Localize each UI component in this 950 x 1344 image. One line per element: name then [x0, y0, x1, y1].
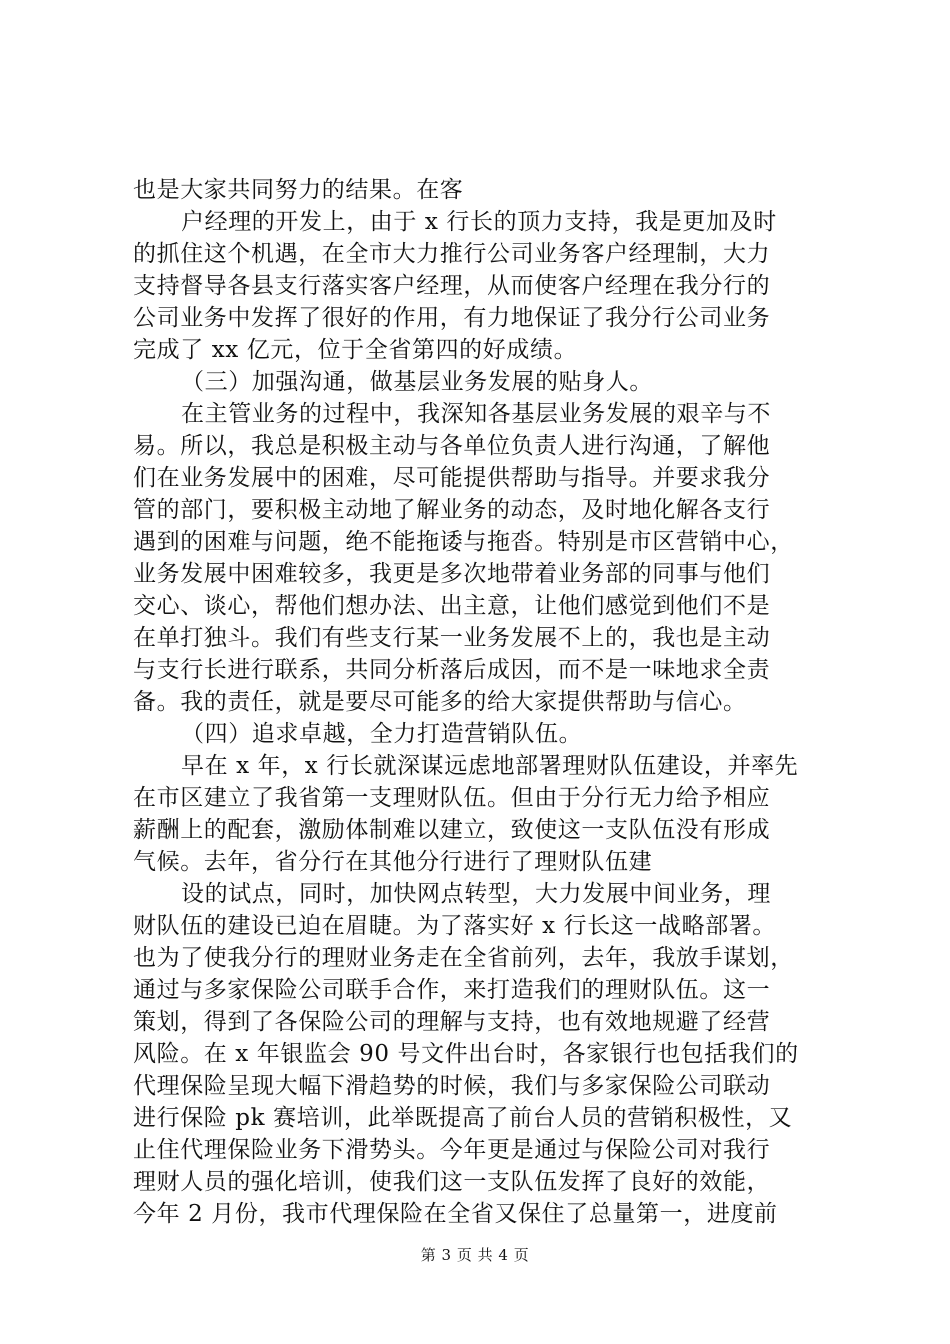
text-line: 理财人员的强化培训，使我们这一支队伍发挥了良好的效能， [133, 1169, 771, 1195]
text-line: 在市区建立了我省第一支理财队伍。但由于分行无力给予相应 [133, 785, 771, 811]
text-line: 们在业务发展中的困难，尽可能提供帮助与指导。并要求我分 [133, 465, 771, 491]
text-line: 完成了 xx 亿元，位于全省第四的好成绩。 [133, 337, 578, 363]
text-line: 早在 x 年，x 行长就深谋远虑地部署理财队伍建设，并率先 [181, 753, 799, 779]
text-line: 与支行长进行联系，共同分析落后成因，而不是一味地求全责 [133, 657, 771, 683]
page-footer: 第 3 页 共 4 页 [420, 1246, 530, 1264]
text-line: 易。所以，我总是积极主动与各单位负责人进行沟通，了解他 [133, 433, 771, 459]
text-line: 户经理的开发上，由于 x 行长的顶力支持，我是更加及时 [181, 209, 777, 235]
text-line: 业务发展中困难较多，我更是多次地带着业务部的同事与他们 [133, 561, 771, 587]
text-line: 止住代理保险业务下滑势头。今年更是通过与保险公司对我行 [133, 1137, 771, 1163]
text-line: 也是大家共同努力的结果。在客 [133, 177, 464, 203]
text-line: 的抓住这个机遇，在全市大力推行公司业务客户经理制，大力 [133, 241, 771, 267]
text-line: 进行保险 pk 赛培训，此举既提高了前台人员的营销积极性，又 [133, 1105, 793, 1131]
text-line: 薪酬上的配套，激励体制难以建立，致使这一支队伍没有形成 [133, 817, 771, 843]
text-line: （三）加强沟通，做基层业务发展的贴身人。 [181, 369, 653, 395]
text-line: 气候。去年，省分行在其他分行进行了理财队伍建 [133, 849, 653, 875]
text-line: 在主管业务的过程中，我深知各基层业务发展的艰辛与不 [181, 401, 771, 427]
text-line: 财队伍的建设已迫在眉睫。为了落实好 x 行长这一战略部署。 [133, 913, 776, 939]
text-line: 备。我的责任，就是要尽可能多的给大家提供帮助与信心。 [133, 689, 747, 715]
document-body [133, 174, 833, 1230]
text-line: 风险。在 x 年银监会 90 号文件出台时，各家银行也包括我们的 [133, 1041, 799, 1067]
text-line: 支持督导各县支行落实客户经理，从而使客户经理在我分行的 [133, 273, 771, 299]
text-line: 交心、谈心，帮他们想办法、出主意，让他们感觉到他们不是 [133, 593, 771, 619]
text-line: 管的部门，要积极主动地了解业务的动态，及时地化解各支行 [133, 497, 771, 523]
text-line: 遇到的困难与问题，绝不能拖诿与拖沓。特别是市区营销中心， [133, 529, 794, 555]
text-line: 通过与多家保险公司联手合作，来打造我们的理财队伍。这一 [133, 977, 771, 1003]
text-line: 代理保险呈现大幅下滑趋势的时候，我们与多家保险公司联动 [133, 1073, 771, 1099]
text-line: 设的试点，同时，加快网点转型，大力发展中间业务，理 [181, 881, 771, 907]
text-line: 也为了使我分行的理财业务走在全省前列，去年，我放手谋划， [133, 945, 794, 971]
text-line: 今年 2 月份，我市代理保险在全省又保住了总量第一，进度前 [133, 1201, 778, 1227]
text-line: 公司业务中发挥了很好的作用，有力地保证了我分行公司业务 [133, 305, 771, 331]
text-line: 策划，得到了各保险公司的理解与支持，也有效地规避了经营 [133, 1009, 771, 1035]
text-line: 在单打独斗。我们有些支行某一业务发展不上的，我也是主动 [133, 625, 771, 651]
text-line: （四）追求卓越，全力打造营销队伍。 [181, 721, 583, 747]
